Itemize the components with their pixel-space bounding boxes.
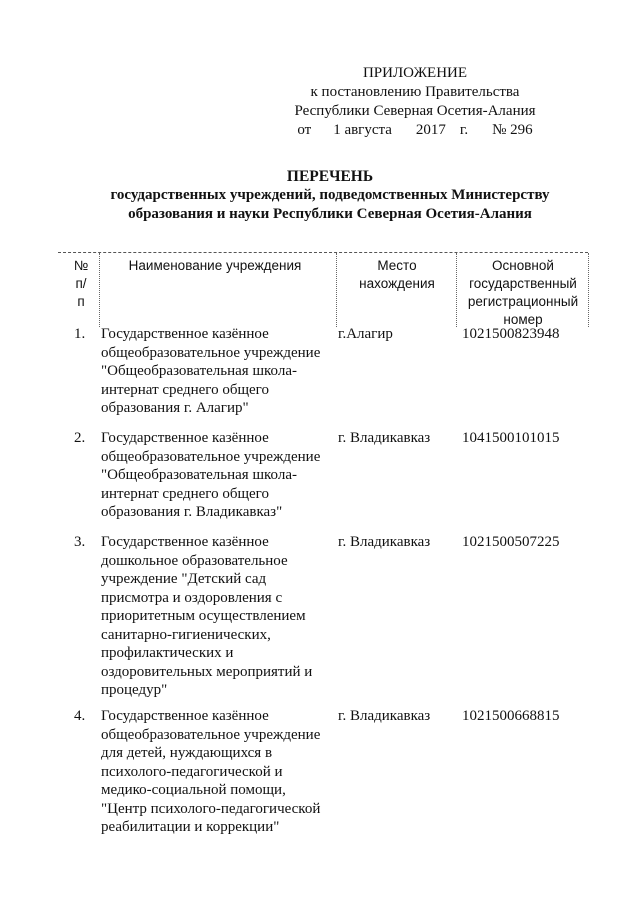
institution-ogrn: 1021500507225 (462, 534, 560, 550)
column-divider (588, 253, 589, 327)
institution-place: г.Алагир (338, 326, 393, 342)
date-day: 1 августа (333, 122, 392, 138)
appendix-date-line (290, 121, 540, 140)
appendix-title: ПРИЛОЖЕНИЕ (362, 65, 468, 81)
institution-name: Государственное казённое дошкольное образовательное учреждение "Детский сад присмотра и оздоровления с приоритетным осуществлением санитарно-гигиенических, профилактических и оздоровительных мероприятий и процедур" (101, 534, 313, 698)
institution-ogrn: 1021500823948 (462, 326, 560, 342)
institution-place: г. Владикавказ (338, 534, 431, 550)
appendix-line-2: Республики Северная Осетия-Алания (294, 103, 536, 119)
institution-ogrn: 1021500668815 (462, 708, 560, 724)
title-line-1: ПЕРЕЧЕНЬ (286, 168, 374, 185)
column-divider (99, 253, 100, 327)
table-header (58, 252, 588, 327)
institution-place: г. Владикавказ (338, 708, 431, 724)
date-prefix: от (297, 122, 312, 138)
institutions-table: № п/ п Наименование учреждения Место нахождения Основной государственный регистрационный номер 1. Государственное казённое общеобразовательное учреждение "Общеобразовательная школа- интернат среднего общего образования г. Алагир" г.Алагир 1021500823948 2. Государственное казённое общеобразовательное учреждение "Общеобразовательная школа- интернат среднего общего образования г. Владикавказ" г. Владикавказ 1041500101015 3. Государственное казённое дошкольное образовательное учреждение "Детский сад присмотра и оздоровления с приоритетным осуществлением санитарно-гигиенических, профилактических и оздоровительных мероприятий и процедур" г. Владикавказ 1021500507225 4. Государственное казённое общеобразовательное учреждение для детей, нуждающихся в психолого-педагогической и медико-социальной помощи, "Центр психолого-педагогической реабилитации и коррекции" г. Владикавказ 1021500668815 (58, 252, 588, 327)
institution-place: г. Владикавказ (338, 430, 431, 446)
header-place: Место нахождения (359, 258, 435, 291)
header-ogrn: Основной государственный регистрационный номер (467, 258, 579, 327)
document-title (60, 167, 600, 224)
date-g: г. (459, 122, 469, 138)
title-line-3: образования и науки Республики Северная Осетия-Алания (128, 206, 532, 222)
institution-ogrn: 1041500101015 (462, 430, 560, 446)
column-divider (336, 253, 337, 327)
institution-name: Государственное казённое общеобразовательное учреждение "Общеобразовательная школа- интернат среднего общего образования г. Алагир" (101, 326, 321, 416)
appendix-line-1: к постановлению Правительства (310, 84, 520, 100)
column-divider (456, 253, 457, 327)
header-name: Наименование учреждения (128, 258, 302, 273)
document-number: № 296 (492, 122, 533, 138)
institution-name: Государственное казённое общеобразовательное учреждение "Общеобразовательная школа- интернат среднего общего образования г. Владикавказ" (101, 430, 321, 520)
appendix-header (290, 64, 540, 140)
header-num: № п/ п (73, 258, 89, 309)
title-line-2: государственных учреждений, подведомственных Министерству (110, 187, 550, 203)
institution-name: Государственное казённое общеобразовательное учреждение для детей, нуждающихся в психолого-педагогической и медико-социальной помощи, "Центр психолого-педагогической реабилитации и коррекции" (101, 708, 321, 835)
date-year: 2017 (415, 122, 446, 138)
